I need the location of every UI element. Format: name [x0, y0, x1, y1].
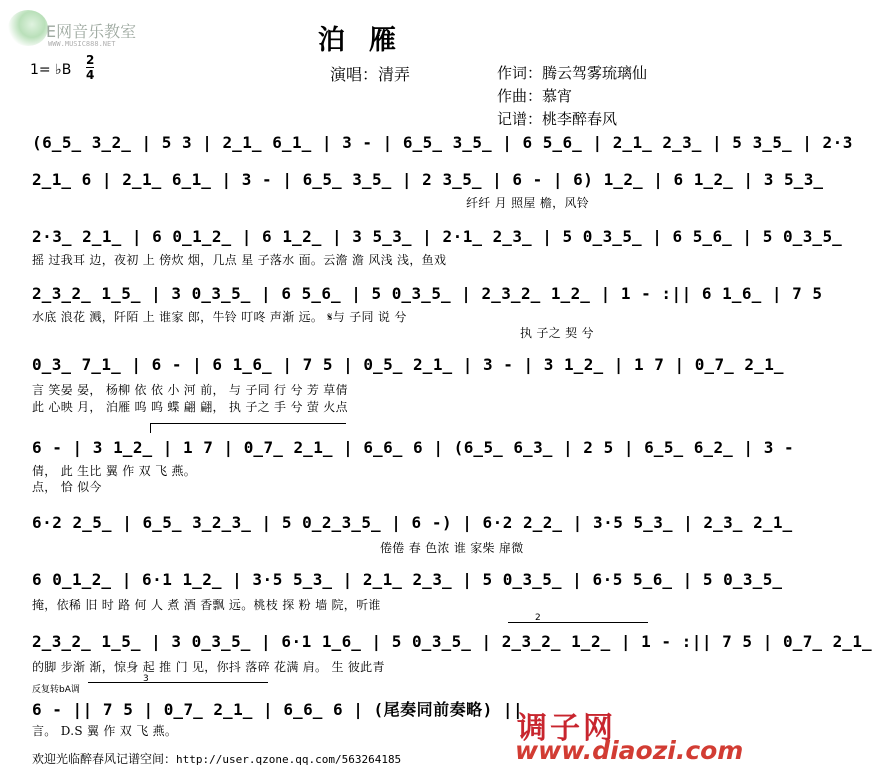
score-row-8: 6 0̲1̲2̲ | 6·1 1̲2̲ | 3·5 5̲3̲ | 2̲1̲ 2̲3̲ | 5 0̲3̲5̲ | 6·5 5̲6̲ | 5 0̲3̲5̲: [32, 570, 783, 589]
volta-2-label: 2: [535, 613, 541, 623]
score-row-5: 0̲3̲ 7̲1̲ | 6 - | 6 1̲6̲ | 7 5 | 0̲5̲ 2̲1̲ | 3 - | 3 1̲2̲ | 1 7 | 0̲7̲ 2̲1̲: [32, 355, 784, 374]
lyrics-row-3: 摇 过我耳 边，夜初 上 傍炊 烟，几点 星 子落水 面。云澹 澹 风浅 浅，鱼戏: [32, 253, 447, 267]
score-row-2: 2̲1̲ 6 | 2̲1̲ 6̲1̲ | 3 - | 6̲5̲ 3̲5̲ | 2 3̲5̲ | 6 - | 6) 1̲2̲ | 6 1̲2̲ | 3 5̲3̲: [32, 170, 824, 189]
lyrics-row-4a: 水底 浪花 溅，阡陌 上 谁家 郎，牛铃 叮咚 声渐 远。 𝄋与 子同 说 兮: [32, 310, 407, 324]
time-signature: [86, 54, 94, 81]
lyrics-row-6a: 倩， 此 生比 翼 作 双 飞 燕。: [32, 464, 197, 478]
logo-url: WWW.MUSIC888.NET: [48, 40, 116, 48]
composer-credit: 作曲：慕宵: [497, 87, 573, 105]
score-row-6: 6 - | 3 1̲2̲ | 1 7 | 0̲7̲ 2̲1̲ | 6̲6̲ 6 | (6̲5̲ 6̲3̲ | 2 5 | 6̲5̲ 6̲2̲ | 3 -: [32, 438, 795, 457]
song-title: 泊雁: [318, 25, 420, 56]
meter-top: 2: [86, 53, 95, 67]
lyrics-row-6b: 点， 恰 似今: [32, 480, 102, 494]
triplet-mark: 3: [143, 674, 149, 684]
lyrics-row-9: 的脚 步渐 渐，惊身 起 推 门 见，你抖 落碎 花满 肩。 生 彼此青: [32, 660, 385, 674]
footer-note: [32, 750, 401, 767]
key-signature: 1= ♭B: [30, 62, 72, 78]
score-row-9: 2̲3̲2̲ 1̲5̲ | 3 0̲3̲5̲ | 6·1 1̲6̲ | 5 0̲3̲5̲ | 2̲3̲2̲ 1̲2̲ | 1 - :|| 7 5 | 0̲7̲ 2̲1̲: [32, 632, 872, 651]
lyrics-row-7: 倦倦 春 色浓 谁 家柴 扉微: [380, 541, 524, 555]
meter-bottom: 4: [86, 68, 95, 82]
footer-url[interactable]: http://user.qzone.qq.com/563264185: [176, 753, 402, 766]
transcriber-credit: 记谱：桃李醉春风: [497, 110, 618, 128]
lyrics-row-2: 纤纤 月 照屋 檐，风铃: [466, 196, 590, 210]
logo-swirl-icon: [8, 10, 48, 46]
lyrics-row-8: 掩，依稀 旧 时 路 何 人 煮 酒 香飘 远。桃枝 探 粉 墙 院，听谁: [32, 598, 381, 612]
score-row-10: 6 - || 7 5 | 0̲7̲ 2̲1̲ | 6̲6̲ 6 | (尾奏同前奏略) ||: [32, 700, 524, 719]
watermark-title: 调子网: [517, 711, 616, 746]
logo-name: E网音乐教室: [46, 22, 137, 41]
lyrics-row-4b: 执 子之 契 兮: [520, 326, 594, 340]
ending-bracket: [88, 682, 268, 683]
score-row-4: 2̲3̲2̲ 1̲5̲ | 3 0̲3̲5̲ | 6 5̲6̲ | 5 0̲3̲5̲ | 2̲3̲2̲ 1̲2̲ | 1 - :|| 6 1̲6̲ | 7 5: [32, 284, 823, 303]
score-row-7: 6·2 2̲5̲ | 6̲5̲ 3̲2̲3̲ | 5 0̲2̲3̲5̲ | 6 -) | 6·2 2̲2̲ | 3·5 5̲3̲ | 2̲3̲ 2̲1̲: [32, 513, 793, 532]
volta-2-bracket: [508, 622, 648, 623]
lyricist-credit: 作词：腾云驾雾琉璃仙: [497, 64, 648, 82]
score-row-1: (6̲5̲ 3̲2̲ | 5 3 | 2̲1̲ 6̲1̲ | 3 - | 6̲5̲ 3̲5̲ | 6 5̲6̲ | 2̲1̲ 2̲3̲ | 5 3̲5̲ | 2·3: [32, 133, 853, 152]
modulation-note: 反复转bA调: [32, 685, 80, 695]
volta-bracket: [150, 423, 346, 424]
watermark-url: www.diaozi.com: [515, 736, 744, 765]
footer-text: 欢迎光临醉春风记谱空间：: [32, 752, 177, 766]
lyrics-row-5b: 此 心映 月， 泊雁 呜 呜 蝶 翩 翩， 执 子之 手 兮 萤 火点: [32, 400, 348, 414]
lyrics-row-5a: 言 笑晏 晏， 杨柳 依 依 小 河 前， 与 子同 行 兮 芳 草倩: [32, 383, 348, 397]
lyrics-row-10: 言。 D.S 翼 作 双 飞 燕。: [32, 724, 178, 738]
volta-bracket-end: [150, 423, 151, 433]
score-row-3: 2·3̲ 2̲1̲ | 6 0̲1̲2̲ | 6 1̲2̲ | 3 5̲3̲ | 2·1̲ 2̲3̲ | 5 0̲3̲5̲ | 6 5̲6̲ | 5 0̲3̲5̲: [32, 227, 843, 246]
singer-credit: 演唱：清弄: [330, 65, 411, 84]
site-logo: [8, 10, 178, 50]
